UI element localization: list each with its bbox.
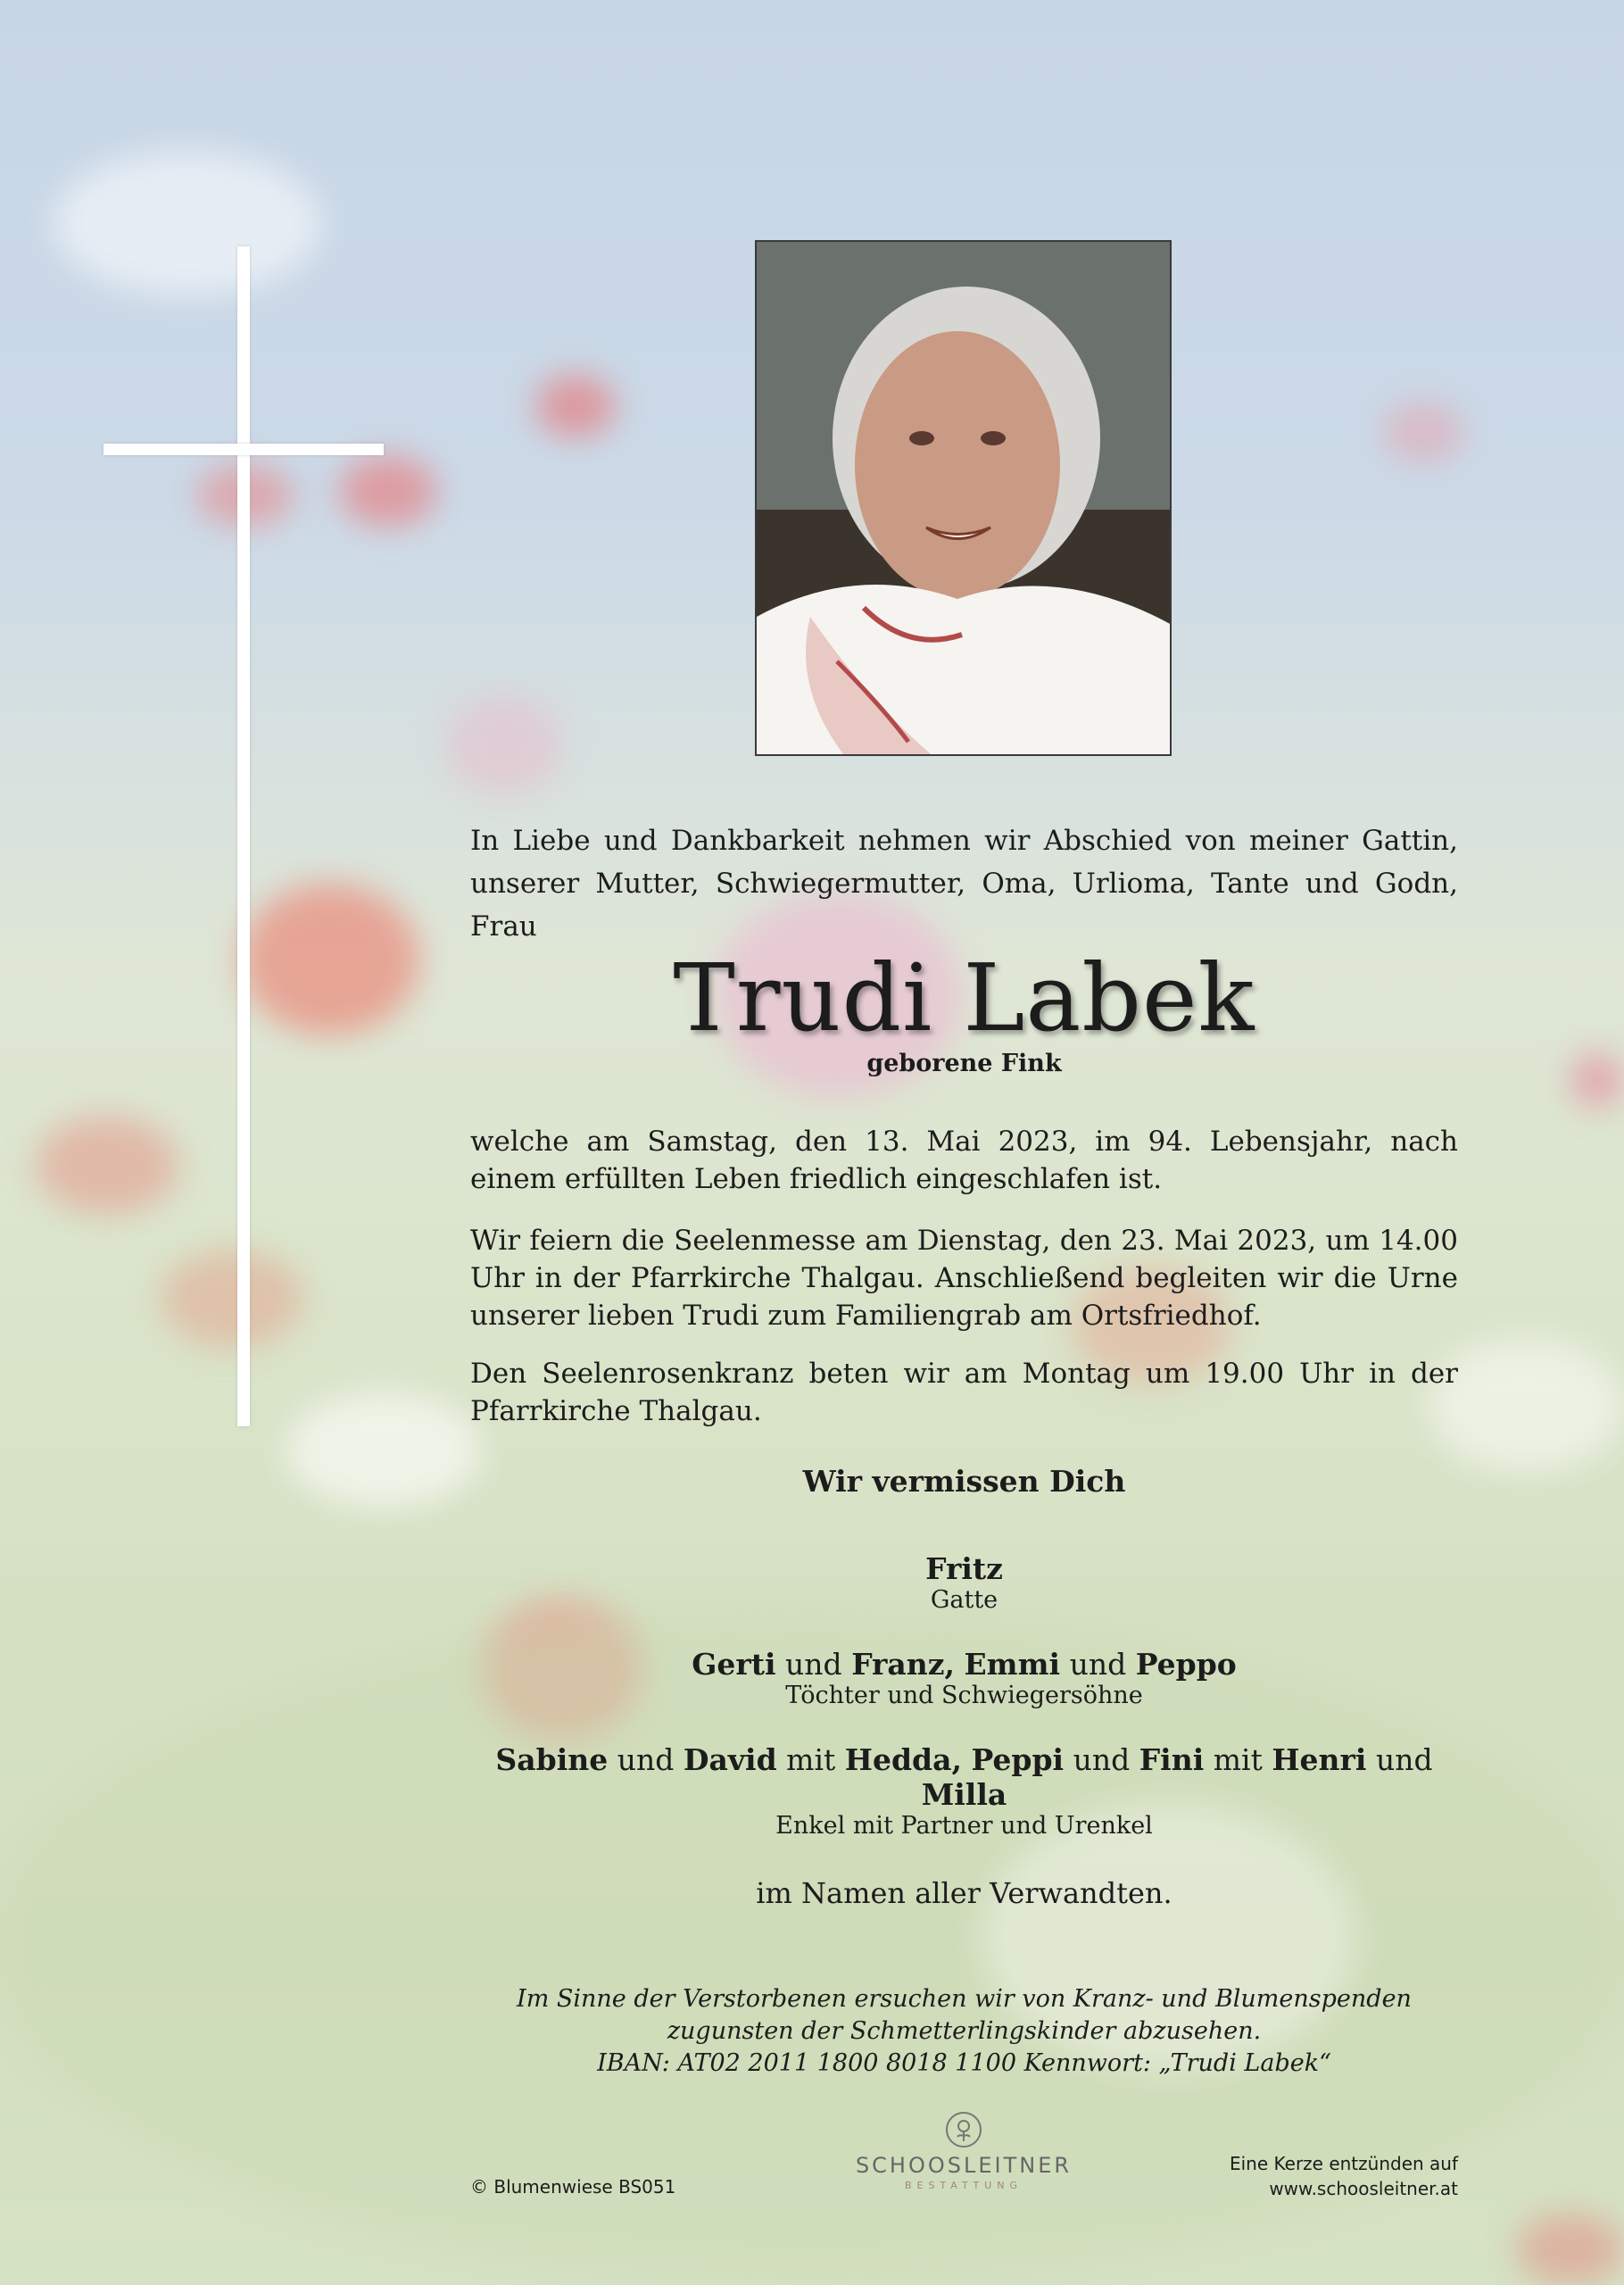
candle-text: Eine Kerze entzünden auf	[1229, 2153, 1458, 2174]
white-flowers	[54, 152, 321, 295]
request-line-1: Im Sinne der Verstorbenen ersuchen wir von Kranz- und Blumenspenden	[517, 1985, 1412, 2013]
candle-url[interactable]: www.schoosleitner.at	[1269, 2178, 1458, 2199]
pink-flower	[1570, 1053, 1624, 1107]
deceased-name: Trudi Labek	[673, 943, 1255, 1052]
mass-paragraph: Wir feiern die Seelenmesse am Dienstag, den 23. Mai 2023, um 14.00 Uhr in der Pfarrkirche Thalgau. Anschließend begleiten wir die Urne unserer lieben Trudi zum Familiengrab am Ortsfriedhof.	[470, 1225, 1458, 1332]
husband-role: Gatte	[930, 1586, 998, 1614]
request-line-2: zugunsten der Schmetterlingskinder abzusehen.	[667, 2017, 1262, 2045]
logo-name: SCHOOSLEITNER	[855, 2153, 1073, 2178]
birth-name: geborene Fink	[866, 1050, 1062, 1077]
background-copyright: © Blumenwiese BS051	[470, 2176, 676, 2198]
daughters-role: Töchter und Schwiegersöhne	[785, 1682, 1143, 1709]
poppy	[36, 1116, 178, 1214]
pink-flower	[446, 696, 562, 794]
rosary-paragraph: Den Seelenrosenkranz beten wir am Montag um 19.00 Uhr in der Pfarrkirche Thalgau.	[470, 1358, 1458, 1427]
poppy	[1517, 2214, 1624, 2285]
request-line-3: IBAN: AT02 2011 1800 8018 1100 Kennwort: „Trudi Labek“	[597, 2049, 1331, 2077]
family-husband	[470, 1551, 1458, 1614]
donation-request	[470, 1983, 1458, 2080]
funeral-home-logo	[830, 2112, 1098, 2191]
family-daughters	[470, 1647, 1458, 1709]
rose-icon	[946, 2112, 982, 2148]
grandchildren-role: Enkel mit Partner und Urenkel	[775, 1812, 1153, 1840]
poppy	[339, 455, 437, 527]
candle-link	[1160, 2151, 1458, 2201]
cross-horizontal-beam	[104, 444, 384, 455]
pink-flower	[1383, 402, 1463, 464]
intro-text: In Liebe und Dankbarkeit nehmen wir Abschied von meiner Gattin, unserer Mutter, Schwiegermutter, Oma, Urlioma, Tante und Godn, Frau	[470, 825, 1458, 943]
white-flowers	[286, 1392, 482, 1508]
daughters-names: Gerti und Franz, Emmi und Peppo	[692, 1647, 1237, 1682]
closing-line: im Namen aller Verwandten.	[756, 1876, 1172, 1910]
death-paragraph: welche am Samstag, den 13. Mai 2023, im 94. Lebensjahr, nach einem erfüllten Leben friedlich eingeschlafen ist.	[470, 1126, 1458, 1195]
rose-icon-glyph	[948, 2114, 980, 2146]
portrait-illustration	[757, 242, 1172, 756]
poppy	[161, 1250, 303, 1348]
portrait-photo	[755, 240, 1172, 756]
cross-vertical-beam	[237, 246, 250, 1426]
poppy	[241, 884, 419, 1035]
poppy	[535, 375, 616, 437]
grandchildren-names: Sabine und David mit Hedda, Peppi und Fini mit Henri und Milla	[495, 1742, 1433, 1812]
husband-name: Fritz	[925, 1551, 1003, 1586]
miss-you-heading: Wir vermissen Dich	[802, 1464, 1126, 1499]
logo-subtitle: BESTATTUNG	[904, 2180, 1023, 2191]
family-grandchildren	[470, 1742, 1458, 1840]
